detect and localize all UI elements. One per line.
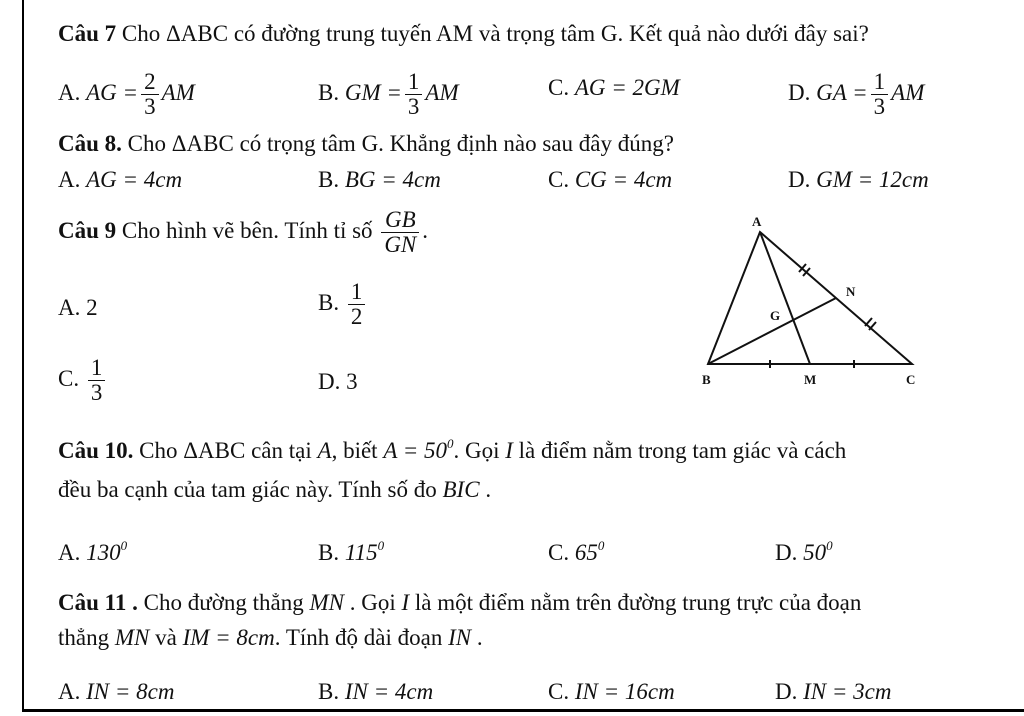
q10-option-d[interactable]: D. $50^0$ (775, 538, 833, 565)
q11-option-b[interactable]: B. IN = 4cm (318, 679, 434, 704)
q9-option-a[interactable]: A. 2 (58, 295, 98, 320)
q8-option-c[interactable]: C. CG = 4cm (548, 167, 673, 192)
q9-option-d[interactable]: D. 3 (318, 369, 358, 394)
triangle-figure (700, 212, 928, 392)
q10-option-c[interactable]: C. $65^0$ (548, 538, 605, 565)
q7-option-a[interactable]: A. AG = $\frac{2}{3}$ AM (58, 69, 195, 119)
question-11-number: Câu 11 . (58, 590, 138, 615)
question-9-stem: Câu 9 Cho hình vẽ bên. Tính tỉ số $\frac{GB}{GN}$ . (58, 207, 429, 257)
label-m: M (804, 372, 817, 387)
q9-option-c[interactable]: C. $\frac{1}{3}$ (58, 356, 108, 405)
label-g: G (770, 308, 781, 323)
question-10-line-2: đều ba cạnh của tam giác này. Tính số đo BIC . (58, 477, 492, 502)
q7-option-b[interactable]: B. GM = $\frac{1}{3}$ AM (318, 69, 459, 119)
angle-expression: $A = 50^0$ (383, 436, 454, 463)
q7-option-c[interactable]: C. AG = 2GM (548, 75, 680, 100)
label-a: A (752, 214, 762, 229)
question-10-line-1: Câu 10. Cho ΔABC cân tại A, biết $A = 50^0$. Gọi I là điểm nằm trong tam giác và cách (58, 436, 847, 463)
q8-option-a[interactable]: A. AG = 4cm (58, 167, 183, 192)
q10-option-b[interactable]: B. $115^0$ (318, 538, 385, 565)
question-7-stem: Câu 7 Cho ΔABC có đường trung tuyến AM và trọng tâm G. Kết quả nào dưới đây sai? (58, 21, 869, 46)
label-n: N (846, 284, 856, 299)
question-8-number: Câu 8. (58, 131, 122, 156)
question-11-line-1: Câu 11 . Cho đường thẳng MN . Gọi I là một điểm nằm trên đường trung trực của đoạn (58, 590, 862, 615)
q8-option-b[interactable]: B. BG = 4cm (318, 167, 441, 192)
question-8-stem: Câu 8. Cho ΔABC có trọng tâm G. Khẳng định nào sau đây đúng? (58, 131, 674, 156)
question-11-line-2: thẳng MN và IM = 8cm. Tính độ dài đoạn IN . (58, 625, 483, 650)
q10-option-a[interactable]: A. $130^0$ (58, 538, 128, 565)
q11-option-c[interactable]: C. IN = 16cm (548, 679, 675, 704)
median-am (760, 232, 810, 364)
label-c: C (906, 372, 916, 387)
tick-nc-1 (865, 318, 872, 326)
question-10-number: Câu 10. (58, 438, 134, 463)
q11-option-a[interactable]: A. IN = 8cm (58, 679, 175, 704)
q9-option-b[interactable]: B. $\frac{1}{2}$ (318, 280, 368, 329)
question-9-number: Câu 9 (58, 217, 117, 243)
triangle-abc (708, 232, 912, 364)
q7-option-d[interactable]: D. GA = $\frac{1}{3}$ AM (788, 69, 925, 119)
q8-option-d[interactable]: D. GM = 12cm (788, 167, 929, 192)
question-7-number: Câu 7 (58, 21, 117, 46)
q11-option-d[interactable]: D. IN = 3cm (775, 679, 892, 704)
label-b: B (702, 372, 711, 387)
